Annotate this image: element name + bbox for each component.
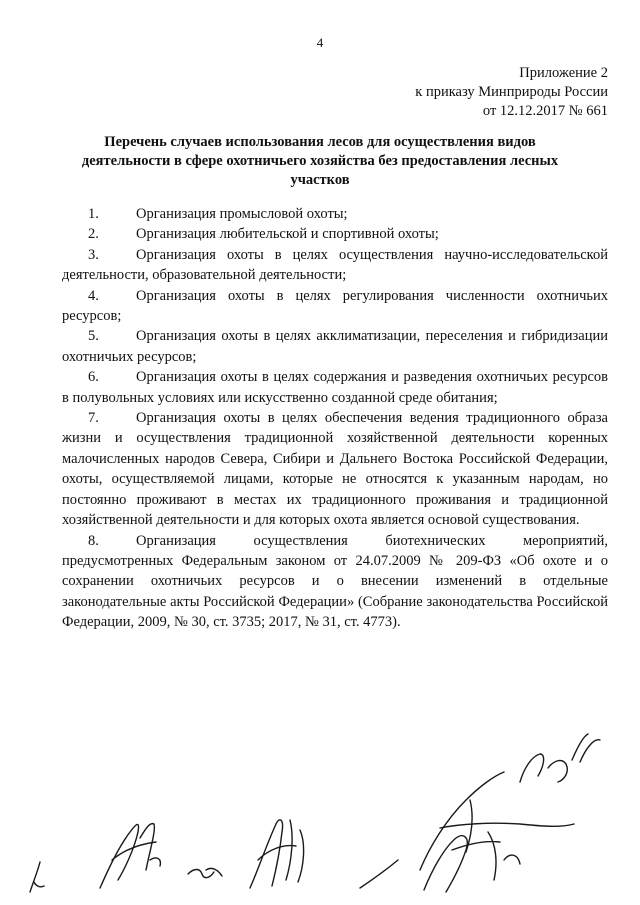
signature-mark-6 <box>424 832 520 892</box>
item-number: 4. <box>88 287 99 304</box>
item-number: 1. <box>88 206 99 222</box>
page-number: 4 <box>316 35 324 50</box>
item-number: 8. <box>88 532 99 549</box>
item-text: Организация охоты в целях осуществления научно-исследовательской деятельности, образовательной деятельности; <box>62 246 608 284</box>
list-item <box>62 224 608 244</box>
item-text: Организация осуществления биотехнических мероприятий, предусмотренных Федеральным законом от 24.07.2009 № 209-ФЗ «Об охоте и о сохранении охотничьих ресурсов и о внесении изменений в отдельные законодательные акты Российской Федерации» (Собрание законодательства Российской Федерации, 2009, № 30, ст. 3735; 2017, № 31, ст. 4773). <box>62 532 608 631</box>
list-item <box>62 367 608 408</box>
signatures-area <box>0 720 640 905</box>
list-item <box>62 326 608 367</box>
appendix-line-3: от 12.12.2017 № 661 <box>482 103 608 119</box>
item-number: 5. <box>88 328 99 345</box>
list-item <box>62 245 608 286</box>
item-text: Организация охоты в целях обеспечения ведения традиционного образа жизни и осуществления традиционной хозяйственной деятельности коренных малочисленных народов Севера, Сибири и Дальнего Востока Российской Федерации, охоты, осуществляемой лицами, которые не относятся к указанным народам, но постоянно проживают в местах их традиционного проживания и традиционной хозяйственной деятельности и для которых охота является основой существования. <box>62 410 608 529</box>
signature-mark-4 <box>250 820 304 888</box>
signature-mark-5 <box>360 772 574 888</box>
list-item <box>62 286 608 327</box>
list-item <box>62 531 608 633</box>
appendix-line-2: к приказу Минприроды России <box>415 84 608 100</box>
signature-mark-2 <box>100 824 160 888</box>
item-number: 6. <box>88 369 99 386</box>
signature-mark-3 <box>188 868 222 877</box>
document-title: Перечень случаев использования лесов для осуществления видов деятельности в сфере охотничьего хозяйства без предоставления лесных участков <box>81 134 559 188</box>
item-number: 3. <box>88 246 99 263</box>
item-text: Организация промысловой охоты; <box>136 206 348 222</box>
list-item <box>62 204 608 224</box>
item-text: Организация охоты в целях регулирования численности охотничьих ресурсов; <box>62 287 608 325</box>
item-text: Организация охоты в целях акклиматизации, переселения и гибридизации охотничьих ресурсов; <box>62 328 608 365</box>
signature-mark-7 <box>520 734 600 782</box>
appendix-line-1: Приложение 2 <box>519 65 608 81</box>
signature-mark-1 <box>30 862 44 892</box>
item-number: 2. <box>88 226 99 243</box>
item-number: 7. <box>88 410 99 427</box>
item-text: Организация охоты в целях содержания и разведения охотничьих ресурсов в полувольных условиях или искусственно созданной среде обитания; <box>62 369 608 406</box>
item-text: Организация любительской и спортивной охоты; <box>136 226 439 243</box>
items-list <box>62 204 608 633</box>
handwritten-signatures <box>0 720 640 905</box>
list-item <box>62 408 608 530</box>
appendix-header <box>415 64 608 121</box>
